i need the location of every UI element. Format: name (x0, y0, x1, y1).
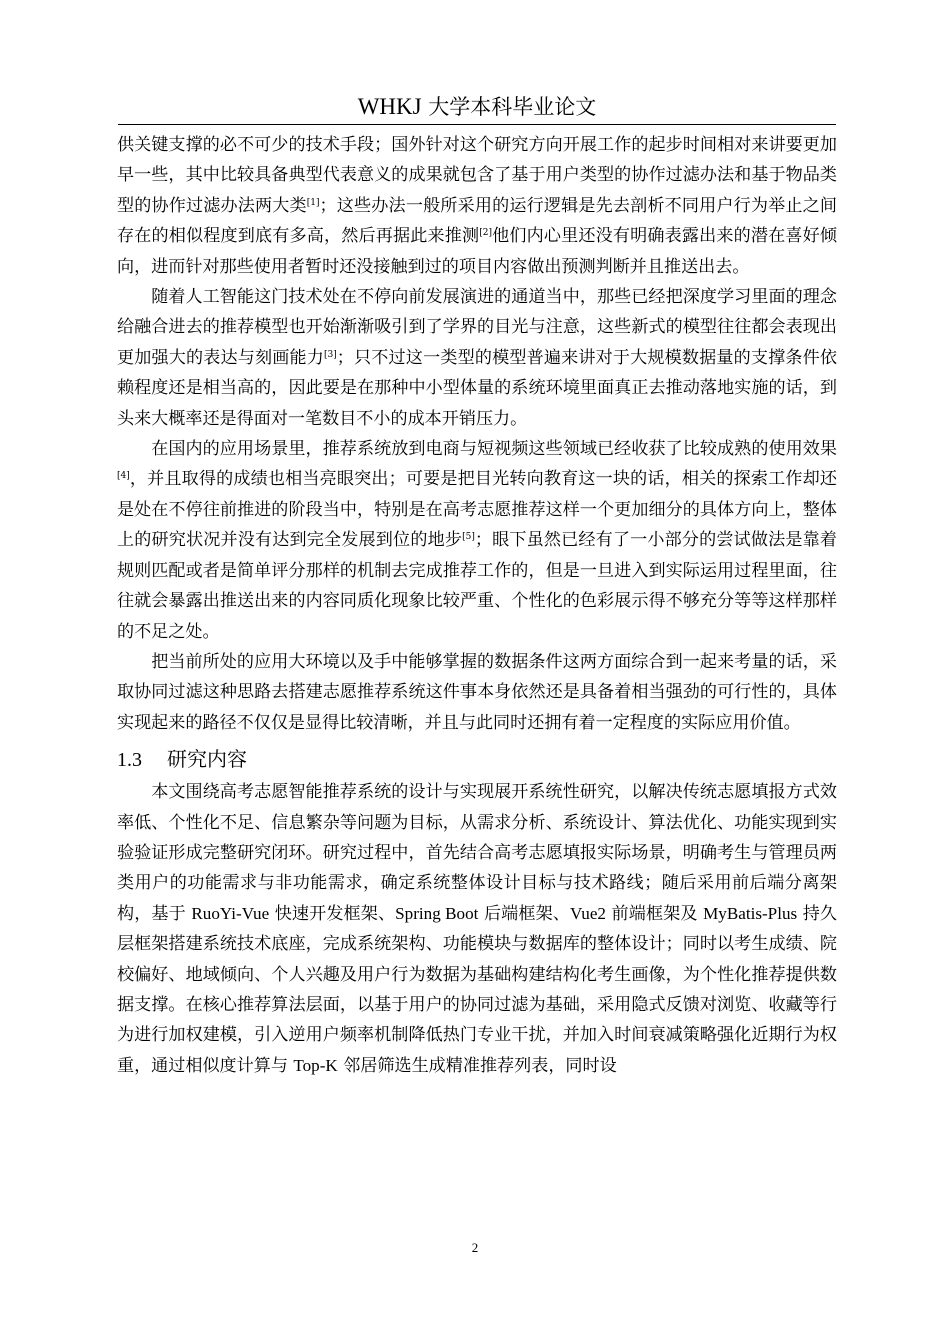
section-title: 研究内容 (167, 747, 247, 772)
paragraph (117, 130, 837, 282)
header-title-latin: WHKJ (357, 94, 422, 119)
paragraph (117, 647, 837, 738)
citation-marker: [4] (117, 471, 130, 482)
paragraph (117, 282, 837, 434)
citation-marker: [3] (324, 349, 337, 360)
paragraph-list (117, 130, 837, 738)
header-rule (118, 124, 836, 125)
section-paragraph: 本文围绕高考志愿智能推荐系统的设计与实现展开系统性研究，以解决传统志愿填报方式效率低、个性化不足、信息繁杂等问题为目标，从需求分析、系统设计、算法优化、功能实现到实验验证形成完整研究闭环。研究过程中，首先结合高考志愿填报实际场景，明确考生与管理员两类用户的功能需求与非功能需求，确定系统整体设计目标与技术路线；随后采用前后端分离架构，基于 RuoYi-Vue 快速开发框架、Spring Boot 后端框架、Vue2 前端框架及 MyBatis-Plus 持久层框架搭建系统技术底座，完成系统架构、功能模块与数据库的整体设计；同时以考生成绩、院校偏好、地域倾向、个人兴趣及用户行为数据为基础构建结构化考生画像，为个性化推荐提供数据支撑。在核心推荐算法层面，以基于用户的协同过滤为基础，采用隐式反馈对浏览、收藏等行为进行加权建模，引入逆用户频率机制降低热门专业干扰，并加入时间衰减策略强化近期行为权重，通过相似度计算与 Top-K 邻居筛选生成精准推荐列表，同时设 (117, 782, 838, 1076)
citation-marker: [1] (306, 197, 320, 208)
paragraph-text: 随着人工智能这门技术处在不停向前发展演进的通道当中，那些已经把深度学习里面的理念给融合进去的推荐模型也开始渐渐吸引到了学界的目光与注意，这些新式的模型往往都会表现出更加强大的表达与刻画能力 (117, 287, 837, 368)
citation-marker: [2] (479, 228, 492, 239)
header-title-cjk: 大学本科毕业论文 (428, 95, 597, 119)
paragraph-text: 在国内的应用场景里，推荐系统放到电商与短视频这些领域已经收获了比较成熟的使用效果 (151, 439, 837, 460)
paragraph-text: 把当前所处的应用大环境以及手中能够掌握的数据条件这两方面综合到一起来考量的话，采取协同过滤这种思路去搭建志愿推荐系统这件事本身依然还是具备着相当强劲的可行性的，具体实现起来的路径不仅仅是显得比较清晰，并且与此同时还拥有着一定程度的实际应用价值。 (117, 651, 837, 733)
section-heading (117, 745, 837, 774)
paragraph-text: ，并且取得的成绩也相当亮眼突出；可要是把目光转向教育这一块的话，相关的探索工作却还是处在不停往前推进的阶段当中，特别是在高考志愿推荐这样一个更加细分的具体方向上，整体上的研究状况并没有达到完全发展到位的地步 (117, 469, 837, 551)
body-text (117, 130, 837, 1081)
paragraph-text: ；眼下虽然已经有了一小部分的尝试做法是靠着规则匹配或者是简单评分那样的机制去完成推荐工作的，但是一旦进入到实际运用过程里面，往往就会暴露出推送出来的内容同质化现象比较严重、个性化的色彩展示得不够充分等等这样那样的不足之处。 (117, 530, 837, 642)
paragraph-text: ；只不过这一类型的模型普遍来讲对于大规模数据量的支撑条件依赖程度还是相当高的，因此要是在那种中小型体量的系统环境里面真正去推动落地实施的话，到头来大概率还是得面对一笔数目不小的成本开销压力。 (117, 347, 837, 429)
paragraph-text: 他们内心里还没有明确表露出来的潜在喜好倾向，进而针对那些使用者暂时还没接触到过的项目内容做出预测判断并且推送出去。 (117, 226, 837, 277)
paragraph (117, 434, 837, 647)
section-number: 1.3 (117, 749, 142, 772)
paragraph-text: ；这些办法一般所采用的运行逻辑是先去剖析不同用户行为举止之间存在的相似程度到底有多高，然后再据此来推测 (117, 195, 838, 247)
citation-marker: [5] (462, 532, 475, 543)
paragraph-text: 供关键支撑的必不可少的技术手段；国外针对这个研究方向开展工作的起步时间相对来讲要更加早一些，其中比较具备典型代表意义的成果就包含了基于用户类型的协作过滤办法和基于物品类型的协作过滤办法两大类 (117, 135, 837, 216)
page-header (118, 92, 836, 122)
page-number: 2 (471, 1240, 479, 1255)
